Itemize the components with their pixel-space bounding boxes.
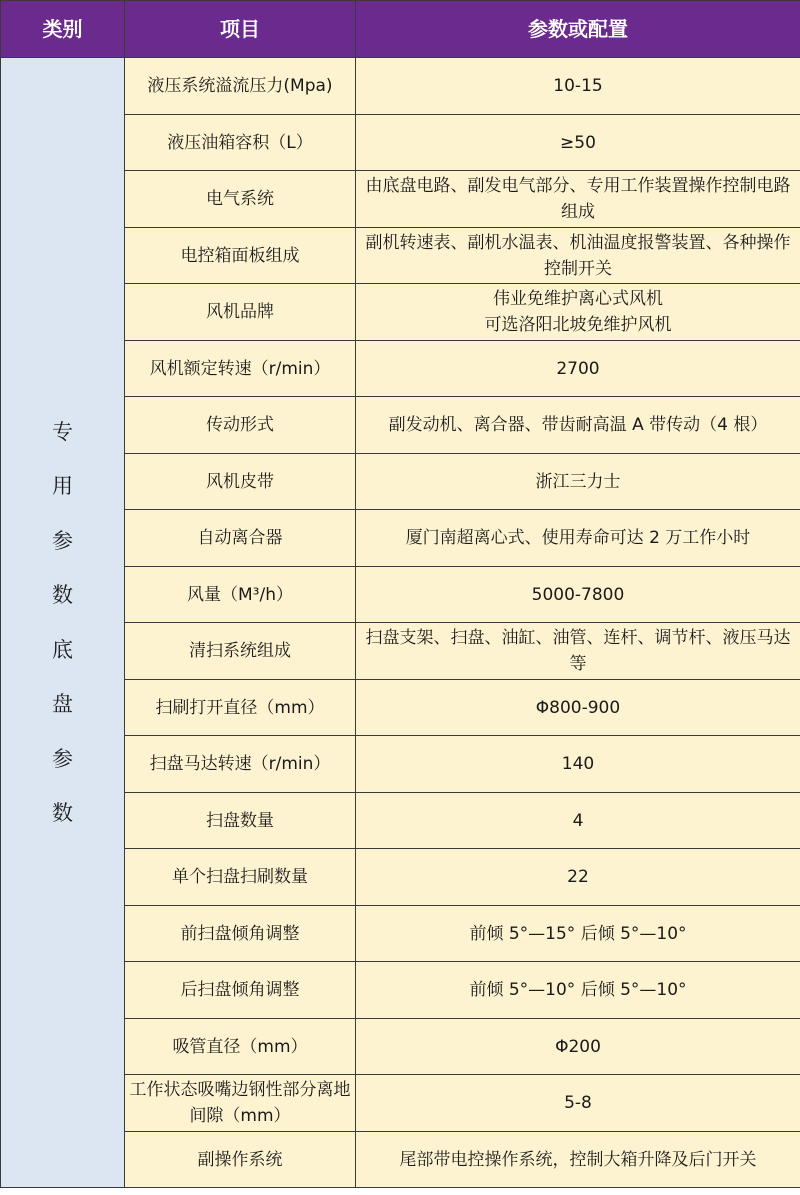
category-cell <box>1 58 125 1188</box>
value-cell: 由底盘电路、副发电气部分、专用工作装置操作控制电路组成 <box>356 171 800 228</box>
item-cell: 自动离合器 <box>125 510 356 567</box>
value-cell: 伟业免维护离心式风机 可选洛阳北坡免维护风机 <box>356 284 800 341</box>
value-cell: Φ200 <box>356 1019 800 1075</box>
value-cell: 10-15 <box>356 58 800 115</box>
value-cell: Φ800-900 <box>356 680 800 736</box>
value-cell: 浙江三力士 <box>356 454 800 510</box>
value-cell: 副发动机、离合器、带齿耐高温 A 带传动（4 根） <box>356 397 800 454</box>
value-cell: 前倾 5°—15° 后倾 5°—10° <box>356 906 800 962</box>
item-cell: 风机品牌 <box>125 284 356 341</box>
value-cell: 2700 <box>356 341 800 397</box>
item-cell: 单个扫盘扫刷数量 <box>125 849 356 906</box>
value-cell: 扫盘支架、扫盘、油缸、油管、连杆、调节杆、液压马达等 <box>356 623 800 680</box>
header-category: 类别 <box>1 1 125 58</box>
table-body <box>1 58 800 1188</box>
value-cell: 厦门南超离心式、使用寿命可达 2 万工作小时 <box>356 510 800 567</box>
item-cell: 传动形式 <box>125 397 356 454</box>
item-cell: 风机额定转速（r/min） <box>125 341 356 397</box>
table-row <box>1 58 800 115</box>
item-cell: 电气系统 <box>125 171 356 228</box>
value-cell: 前倾 5°—10° 后倾 5°—10° <box>356 962 800 1019</box>
value-cell: 尾部带电控操作系统，控制大箱升降及后门开关 <box>356 1132 800 1188</box>
item-cell: 风机皮带 <box>125 454 356 510</box>
value-cell: 22 <box>356 849 800 906</box>
category-label: 专用参数底盘参数 <box>52 419 73 825</box>
value-cell: 副机转速表、副机水温表、机油温度报警装置、各种操作控制开关 <box>356 228 800 284</box>
item-cell: 吸管直径（mm） <box>125 1019 356 1075</box>
value-cell: 5000-7800 <box>356 567 800 623</box>
item-cell: 扫刷打开直径（mm） <box>125 680 356 736</box>
item-cell: 后扫盘倾角调整 <box>125 962 356 1019</box>
value-cell: 4 <box>356 793 800 849</box>
item-cell: 风量（M³/h） <box>125 567 356 623</box>
value-cell: ≥50 <box>356 115 800 171</box>
item-cell: 工作状态吸嘴边钢性部分离地间隙（mm） <box>125 1075 356 1132</box>
item-cell: 电控箱面板组成 <box>125 228 356 284</box>
value-cell: 5-8 <box>356 1075 800 1132</box>
item-cell: 扫盘数量 <box>125 793 356 849</box>
value-cell: 140 <box>356 736 800 793</box>
header-value: 参数或配置 <box>356 1 800 58</box>
item-cell: 前扫盘倾角调整 <box>125 906 356 962</box>
item-cell: 液压油箱容积（L） <box>125 115 356 171</box>
item-cell: 扫盘马达转速（r/min） <box>125 736 356 793</box>
item-cell: 液压系统溢流压力(Mpa) <box>125 58 356 115</box>
header-row <box>1 1 800 58</box>
item-cell: 清扫系统组成 <box>125 623 356 680</box>
item-cell: 副操作系统 <box>125 1132 356 1188</box>
header-item: 项目 <box>125 1 356 58</box>
